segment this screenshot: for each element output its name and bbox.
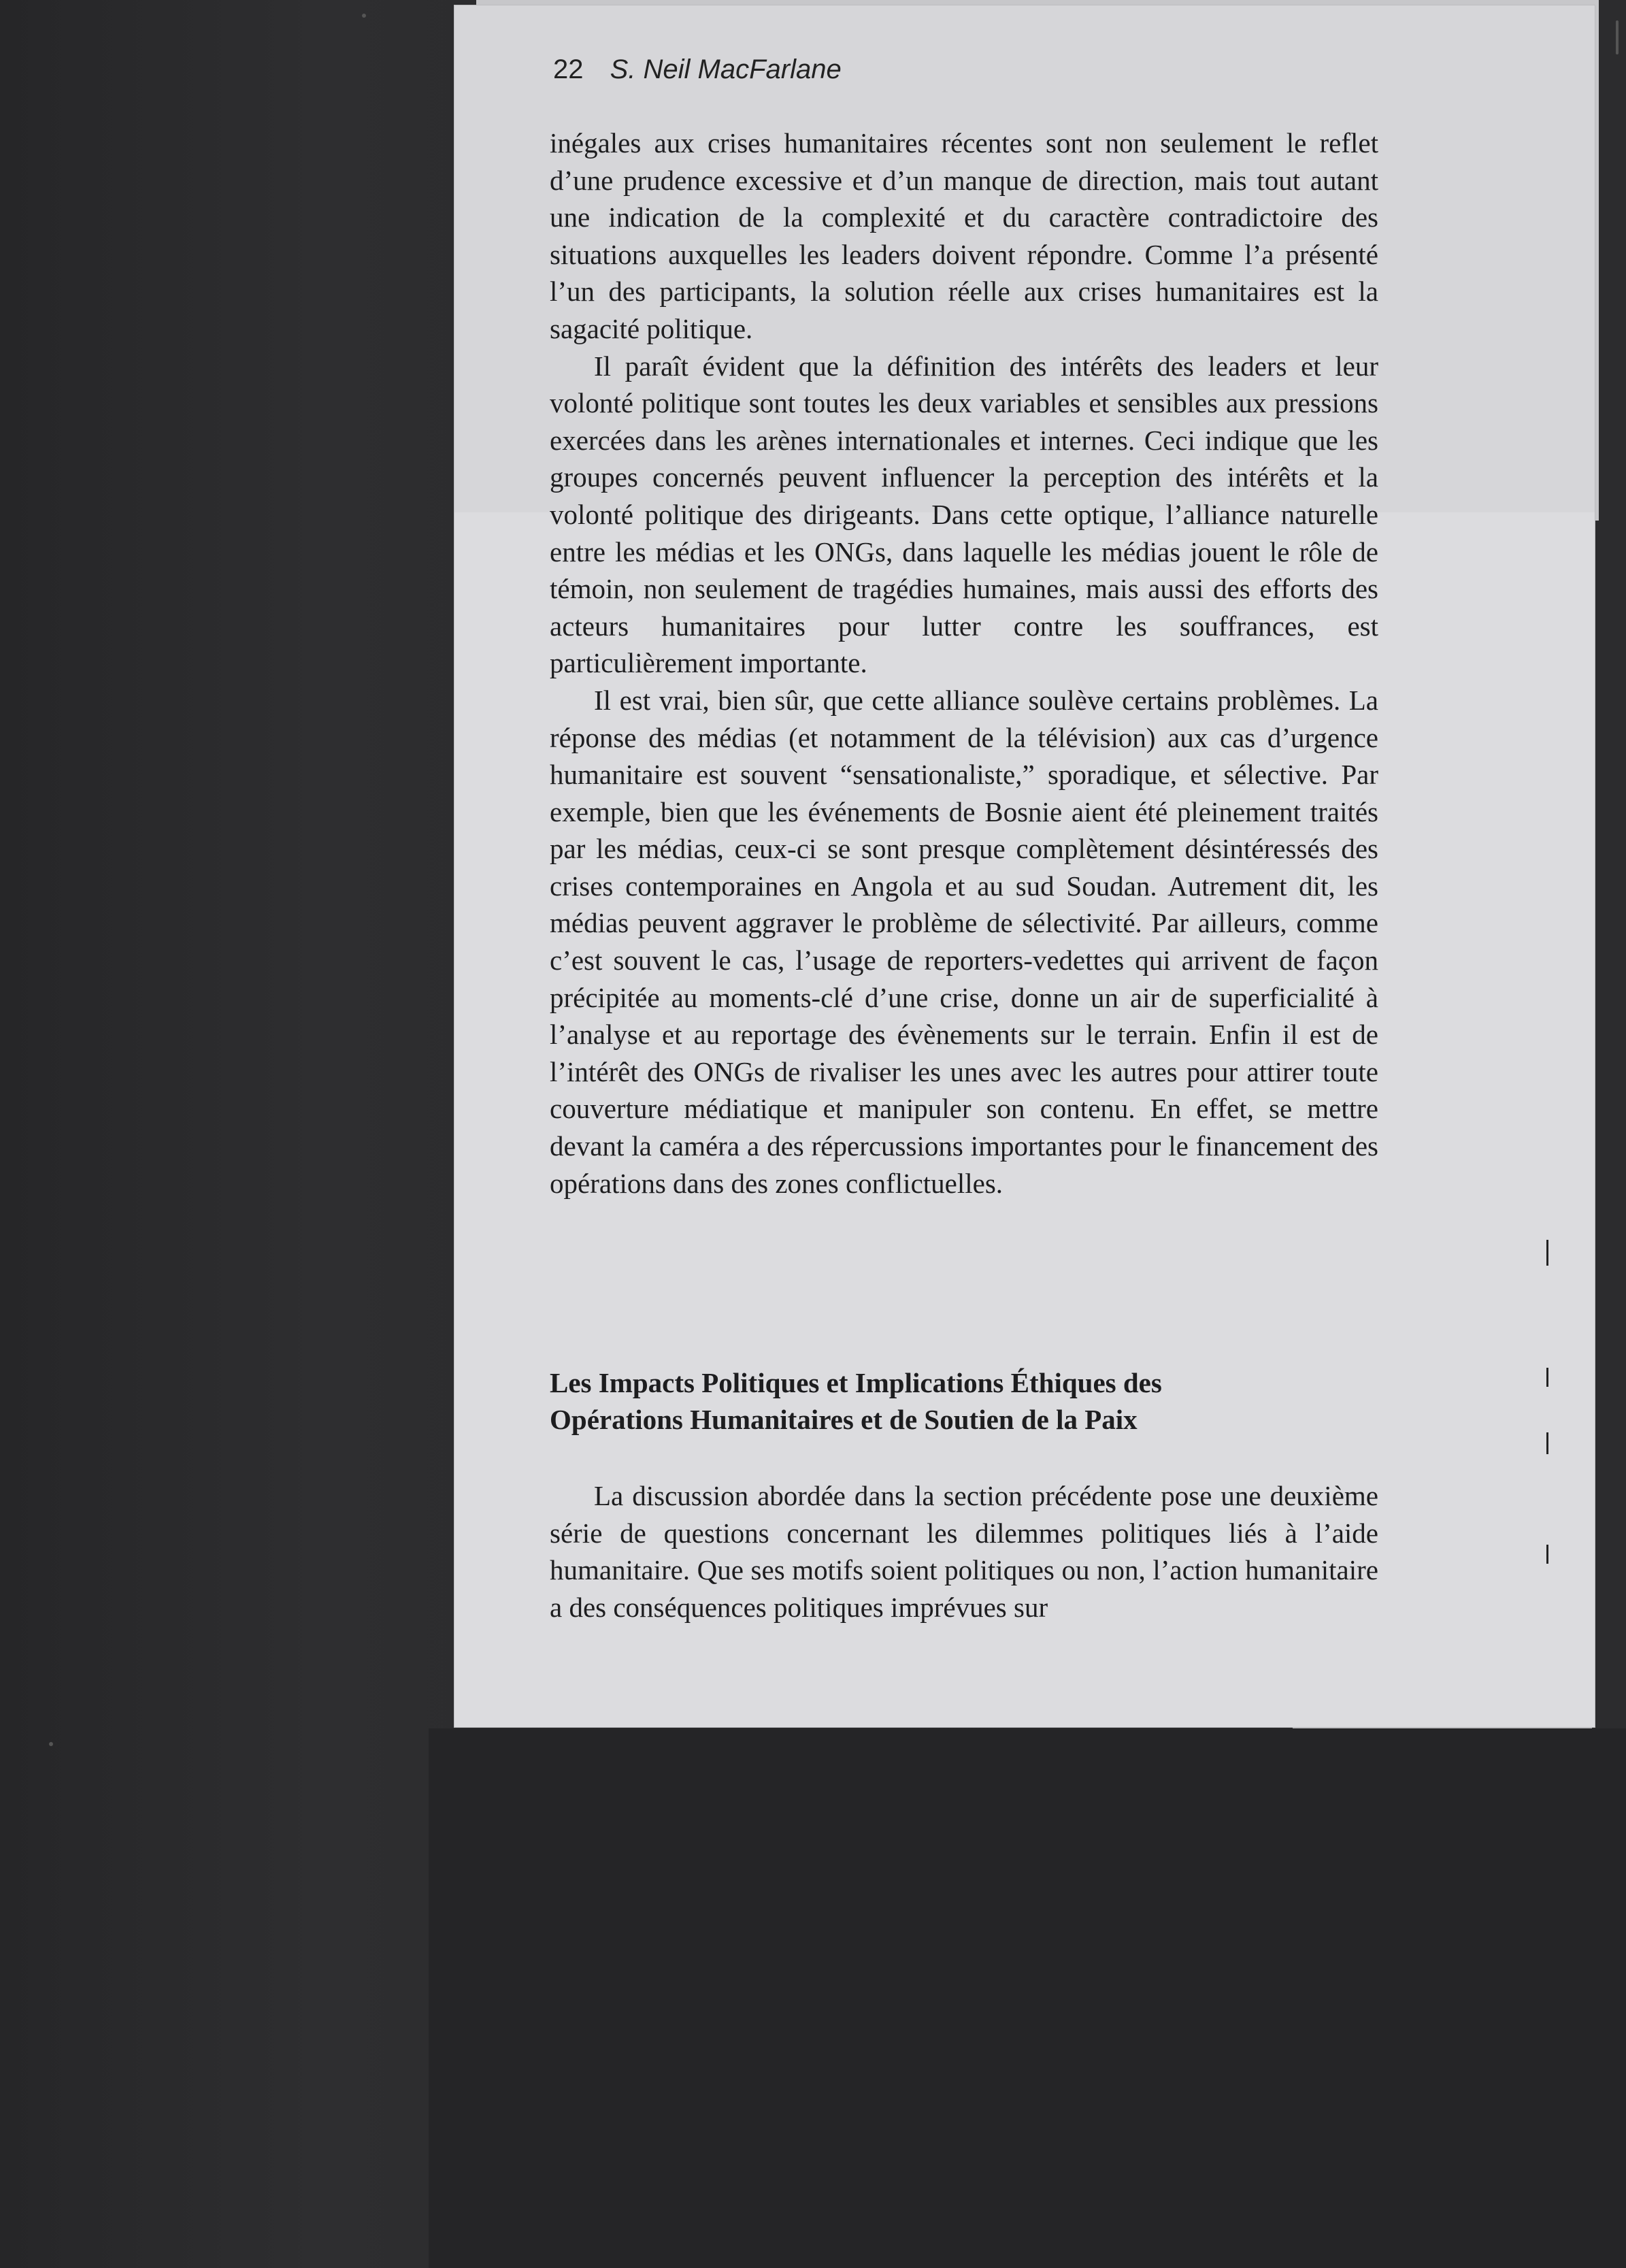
margin-mark bbox=[1546, 1432, 1548, 1454]
paragraph: Il paraît évident que la définition des intérêts des leaders et leur volonté politique sont toutes les deux variables et sensibles aux pressions exercées dans les arènes internationales et internes. Ceci indique que les groupes concernés peuvent influencer la perception des intérêts et la volonté politique des dirigeants. Dans cette optique, l’alliance naturelle entre les médias et les ONGs, dans laquelle les médias jouent le rôle de témoin, non seulement de tragédies humaines, mais aussi des efforts des acteurs humanitaires pour lutter contre les souffrances, est particulièrement importante. bbox=[550, 350, 1378, 679]
margin-mark bbox=[1546, 1240, 1548, 1266]
margin-mark bbox=[1546, 1368, 1548, 1387]
scanner-bottom bbox=[429, 1728, 1626, 2268]
body-text bbox=[550, 125, 1378, 1202]
running-header bbox=[553, 54, 842, 85]
section-heading-line: Les Impacts Politiques et Implications Éthiques des bbox=[550, 1367, 1162, 1398]
paragraph: Il est vrai, bien sûr, que cette alliance soulève certains problèmes. La réponse des médias (et notamment de la télévision) aux cas d’urgence humanitaire est souvent “sensationaliste,” sporadique, et sélective. Par exemple, bien que les événements de Bosnie aient été pleinement traités par les médias, ceux-ci se sont presque complètement désintéressés des crises contemporaines en Angola et au sud Soudan. Autrement dit, les médias peuvent aggraver le problème de sélectivité. Par ailleurs, comme c’est souvent le cas, l’usage de reporters-vedettes qui arrivent de façon précipitée au moments-clé d’une crise, donne un air de superficialité à l’analyse et au reportage des évènements sur le terrain. Enfin il est de l’intérêt des ONGs de rivaliser les unes avec les autres pour attirer toute couverture médiatique et manipuler son contenu. En effet, se mettre devant la caméra a des répercussions importantes pour le financement des opérations dans des zones conflictuelles. bbox=[550, 684, 1378, 1199]
margin-mark bbox=[1546, 1545, 1548, 1564]
paragraph: inégales aux crises humanitaires récentes sont non seulement le reflet d’une prudence excessive et d’un manque de direction, mais tout autant une indication de la complexité et du caractère contradictoire des situations auxquelles les leaders doivent répondre. Comme l’a présenté l’un des participants, la solution réelle aux crises humanitaires est la sagacité politique. bbox=[550, 127, 1378, 344]
section-heading-line: Opérations Humanitaires et de Soutien de la Paix bbox=[550, 1404, 1138, 1435]
document-page bbox=[454, 5, 1595, 1727]
running-author: S. Neil MacFarlane bbox=[610, 54, 842, 84]
speck bbox=[1616, 20, 1619, 54]
section-paragraph: La discussion abordée dans la section précédente pose une deuxième série de questions concernant les dilemmes politiques liés à l’aide humanitaire. Que ses motifs soient politiques ou non, l’action humanitaire a des conséquences politiques imprévues sur bbox=[550, 1480, 1378, 1623]
speck bbox=[362, 14, 366, 18]
section-heading bbox=[550, 1364, 1400, 1438]
page-number: 22 bbox=[553, 54, 584, 84]
speck bbox=[49, 1742, 53, 1746]
